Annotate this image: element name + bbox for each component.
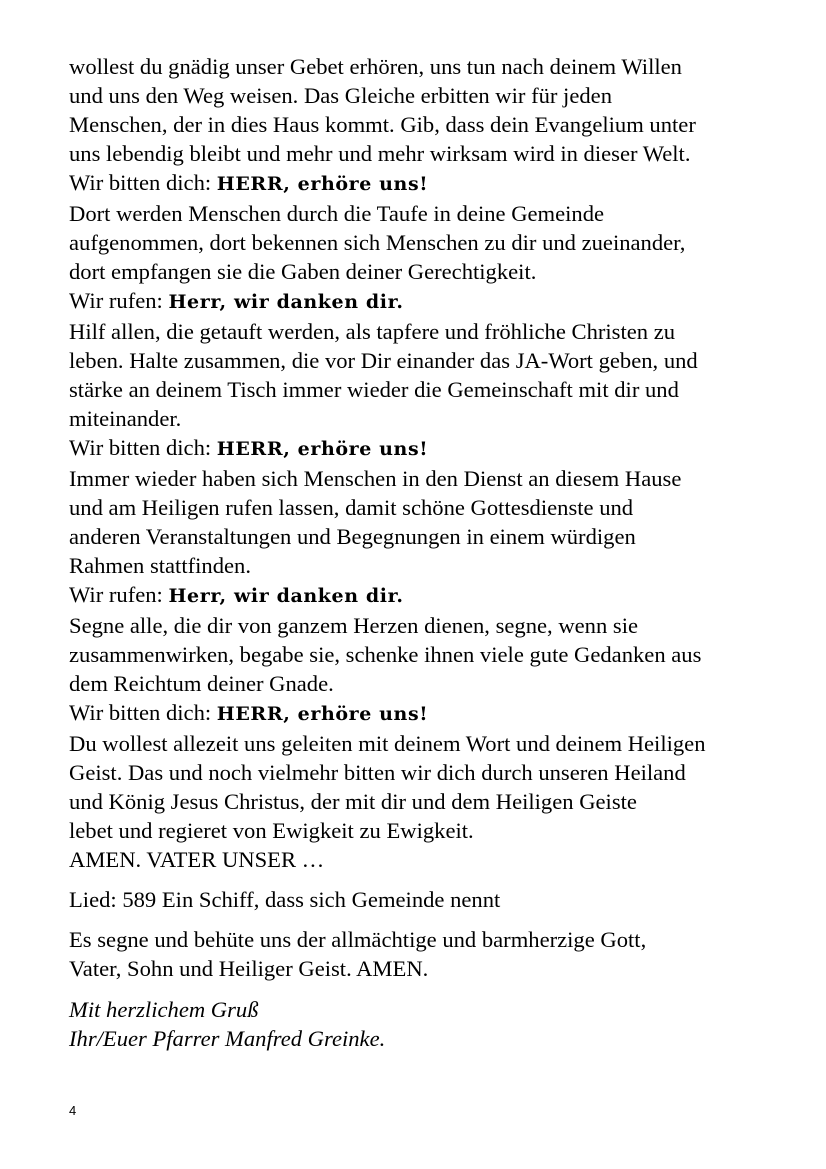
text-line: miteinander. xyxy=(69,406,182,431)
text-line: Dort werden Menschen durch die Taufe in deine Gemeinde xyxy=(69,201,605,226)
text-line: Es segne und behüte uns der allmächtige und barmherzige Gott, xyxy=(69,927,647,952)
text-line: dort empfangen sie die Gaben deiner Gerechtigkeit. xyxy=(69,259,537,284)
response-text: HERR, erhöre uns! xyxy=(216,173,429,195)
prayer-paragraph-3 xyxy=(69,317,789,433)
response-lead: Wir bitten dich: xyxy=(69,170,217,195)
hymn-line: Lied: 589 Ein Schiff, dass sich Gemeinde nennt xyxy=(69,887,501,912)
prayer-paragraph-5 xyxy=(69,611,789,698)
text-line: Segne alle, die dir von ganzem Herzen dienen, segne, wenn sie xyxy=(69,613,639,638)
response-text: Herr, wir danken dir. xyxy=(168,585,404,607)
signature xyxy=(69,995,789,1053)
text-line: Rahmen stattfinden. xyxy=(69,553,251,578)
text-line: AMEN. VATER UNSER … xyxy=(69,847,325,872)
response-lead: Wir rufen: xyxy=(69,582,169,607)
text-line: uns lebendig bleibt und mehr und mehr wirksam wird in dieser Welt. xyxy=(69,141,691,166)
text-line: anderen Veranstaltungen und Begegnungen in einem würdigen xyxy=(69,524,636,549)
text-line: dem Reichtum deiner Gnade. xyxy=(69,671,334,696)
text-line: zusammenwirken, begabe sie, schenke ihnen viele gute Gedanken aus xyxy=(69,642,702,667)
text-line: aufgenommen, dort bekennen sich Menschen zu dir und zueinander, xyxy=(69,230,686,255)
text-line: stärke an deinem Tisch immer wieder die Gemeinschaft mit dir und xyxy=(69,377,679,402)
text-line: und am Heiligen rufen lassen, damit schöne Gottesdienste und xyxy=(69,495,634,520)
text-line: und uns den Weg weisen. Das Gleiche erbitten wir für jeden xyxy=(69,83,612,108)
page-number: 4 xyxy=(69,1103,77,1118)
response-line-1 xyxy=(69,168,789,199)
text-line: Vater, Sohn und Heiliger Geist. AMEN. xyxy=(69,956,429,981)
text-line: Immer wieder haben sich Menschen in den Dienst an diesem Hause xyxy=(69,466,682,491)
text-line: wollest du gnädig unser Gebet erhören, uns tun nach deinem Willen xyxy=(69,54,682,79)
document-page xyxy=(69,52,789,1053)
text-line: Menschen, der in dies Haus kommt. Gib, dass dein Evangelium unter xyxy=(69,112,696,137)
response-line-4 xyxy=(69,580,789,611)
blessing xyxy=(69,925,789,983)
prayer-paragraph-1 xyxy=(69,52,789,168)
signature-line: Ihr/Euer Pfarrer Manfred Greinke. xyxy=(69,1026,386,1051)
response-text: Herr, wir danken dir. xyxy=(168,291,404,313)
text-line: Du wollest allezeit uns geleiten mit deinem Wort und deinem Heiligen xyxy=(69,731,706,756)
prayer-paragraph-2 xyxy=(69,199,789,286)
text-line: und König Jesus Christus, der mit dir und dem Heiligen Geiste xyxy=(69,789,637,814)
text-line: Geist. Das und noch vielmehr bitten wir dich durch unseren Heiland xyxy=(69,760,686,785)
text-line: Hilf allen, die getauft werden, als tapfere und fröhliche Christen zu xyxy=(69,319,676,344)
response-lead: Wir bitten dich: xyxy=(69,700,217,725)
prayer-paragraph-4 xyxy=(69,464,789,580)
response-line-5 xyxy=(69,698,789,729)
response-text: HERR, erhöre uns! xyxy=(216,438,429,460)
response-lead: Wir rufen: xyxy=(69,288,169,313)
greeting-line: Mit herzlichem Gruß xyxy=(69,997,259,1022)
response-line-3 xyxy=(69,433,789,464)
text-line: leben. Halte zusammen, die vor Dir einander das JA-Wort geben, und xyxy=(69,348,698,373)
response-text: HERR, erhöre uns! xyxy=(216,703,429,725)
text-line: lebet und regieret von Ewigkeit zu Ewigkeit. xyxy=(69,818,474,843)
response-lead: Wir bitten dich: xyxy=(69,435,217,460)
prayer-paragraph-6 xyxy=(69,729,789,874)
response-line-2 xyxy=(69,286,789,317)
